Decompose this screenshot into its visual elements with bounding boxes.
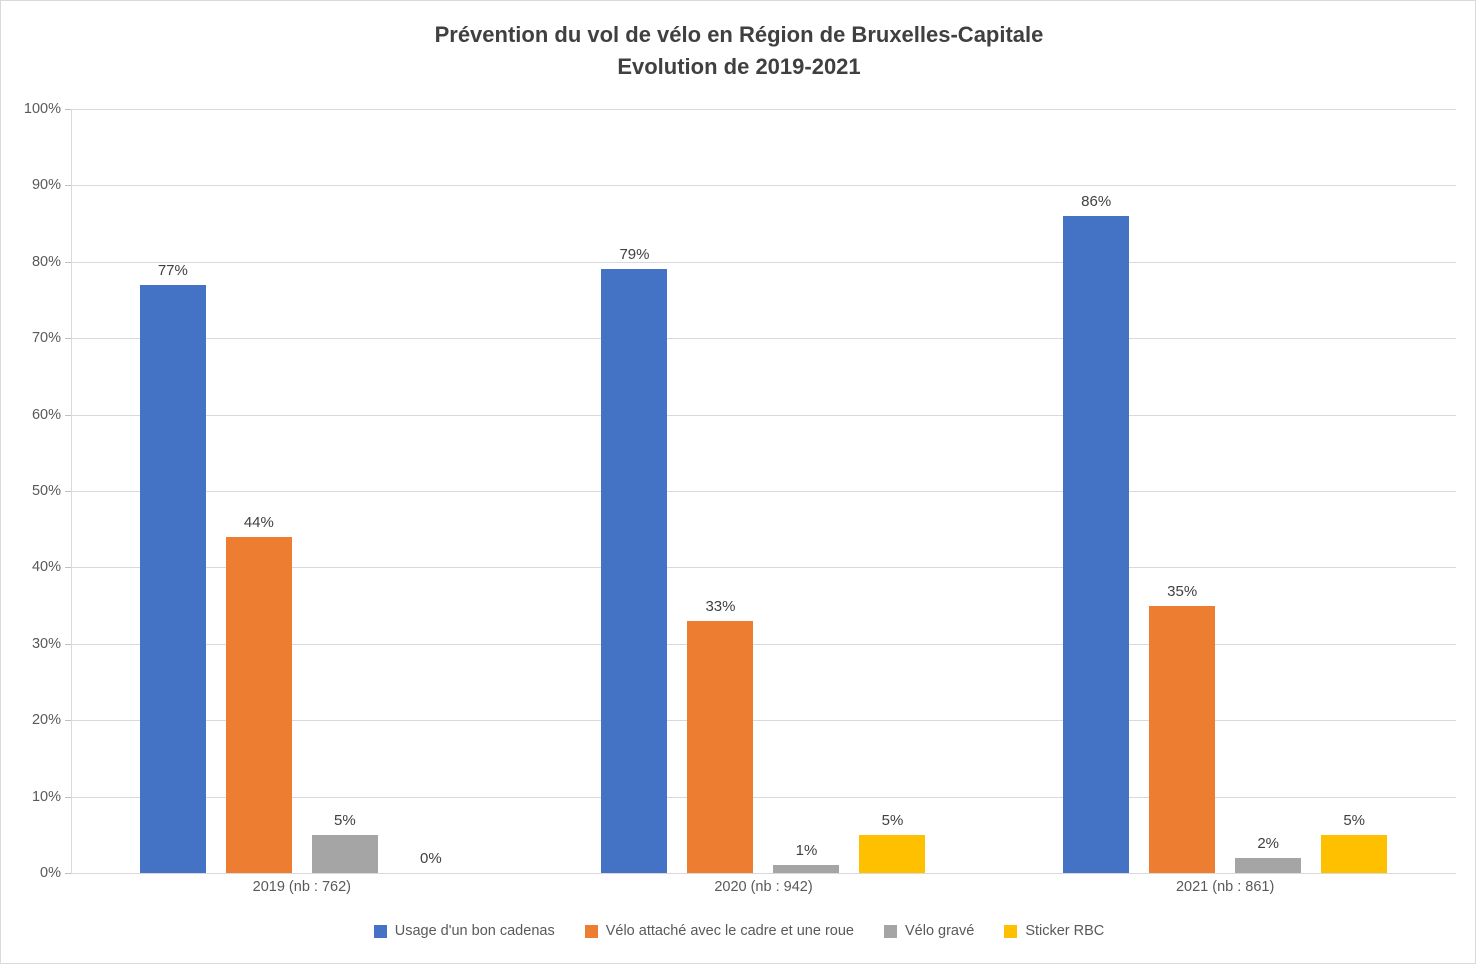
y-axis-tick-label: 20% xyxy=(31,712,61,729)
bar-slot xyxy=(1235,109,1301,873)
chart-subtitle: Evolution de 2019-2021 xyxy=(617,53,861,79)
bar-slot xyxy=(601,109,667,873)
bar-group xyxy=(533,109,995,873)
legend xyxy=(1,923,1476,939)
y-axis-tick-label: 50% xyxy=(31,483,61,499)
bar-value-label: 35% xyxy=(1167,582,1198,600)
bar[interactable] xyxy=(1235,858,1301,873)
bar-value-label: 1% xyxy=(795,842,818,860)
bar[interactable] xyxy=(601,269,667,873)
legend-swatch-icon xyxy=(1004,925,1017,938)
y-axis-tick-label: 40% xyxy=(31,559,61,576)
bar[interactable] xyxy=(140,285,206,873)
plot-area xyxy=(23,101,1456,881)
bar-slot xyxy=(312,109,378,873)
chart-title xyxy=(1,19,1476,83)
legend-swatch-icon xyxy=(374,925,387,938)
bar-value-label: 0% xyxy=(419,850,442,867)
legend-label: Vélo gravé xyxy=(904,923,975,939)
legend-item[interactable] xyxy=(585,923,854,939)
bars-layer xyxy=(71,109,1456,873)
bar[interactable] xyxy=(226,537,292,873)
bar-slot xyxy=(140,109,206,873)
bar[interactable] xyxy=(773,865,839,873)
bar-value-label: 2% xyxy=(1257,834,1279,852)
y-axis-tick-label: 90% xyxy=(31,177,61,194)
legend-label: Sticker RBC xyxy=(1025,923,1105,939)
y-axis-tick-label: 100% xyxy=(23,101,61,117)
bar-slot xyxy=(773,109,839,873)
bar-value-label: 5% xyxy=(881,811,904,829)
bar[interactable] xyxy=(859,835,925,873)
legend-label: Usage d'un bon cadenas xyxy=(394,923,555,939)
bar[interactable] xyxy=(1321,835,1387,873)
bar-slot xyxy=(1063,109,1129,873)
bar-slot xyxy=(226,109,292,873)
bar-slot xyxy=(859,109,925,873)
bar-value-label: 79% xyxy=(619,246,650,264)
y-axis-tick-label: 60% xyxy=(31,406,61,423)
y-axis-tick-label: 70% xyxy=(31,330,61,347)
bar[interactable] xyxy=(312,835,378,873)
legend-swatch-icon xyxy=(884,925,897,938)
bar-group xyxy=(994,109,1456,873)
bar-value-label: 5% xyxy=(1343,811,1365,829)
y-axis-tick-label: 0% xyxy=(40,865,61,881)
bar-group xyxy=(71,109,533,873)
bar-value-label: 86% xyxy=(1081,192,1112,210)
x-axis-category-label: 2021 (nb : 861) xyxy=(1175,879,1275,895)
y-axis-tick-label: 10% xyxy=(31,788,61,805)
x-axis xyxy=(71,873,1456,903)
bar-value-label: 5% xyxy=(333,811,356,829)
chart-title-line1: Prévention du vol de vélo en Région de Bruxelles-Capitale xyxy=(434,22,1044,47)
y-axis-tick-label: 80% xyxy=(31,253,61,270)
bar-slot xyxy=(1321,109,1387,873)
bar-value-label: 33% xyxy=(705,597,736,615)
y-axis-tick-label: 30% xyxy=(31,635,61,652)
legend-label: Vélo attaché avec le cadre et une roue xyxy=(605,923,854,939)
x-axis-category-label: 2020 (nb : 942) xyxy=(714,879,813,895)
x-axis-category-label: 2019 (nb : 762) xyxy=(252,879,352,895)
bar[interactable] xyxy=(1149,606,1215,873)
legend-swatch-icon xyxy=(585,925,598,938)
bar[interactable] xyxy=(1063,216,1129,873)
legend-item[interactable] xyxy=(1004,923,1104,939)
bar-slot xyxy=(1149,109,1215,873)
legend-item[interactable] xyxy=(374,923,555,939)
bar-value-label: 77% xyxy=(157,261,188,279)
bar[interactable] xyxy=(687,621,753,873)
bar-slot xyxy=(398,109,464,873)
legend-item[interactable] xyxy=(884,923,974,939)
bar-slot xyxy=(687,109,753,873)
bar-value-label: 44% xyxy=(243,513,274,531)
